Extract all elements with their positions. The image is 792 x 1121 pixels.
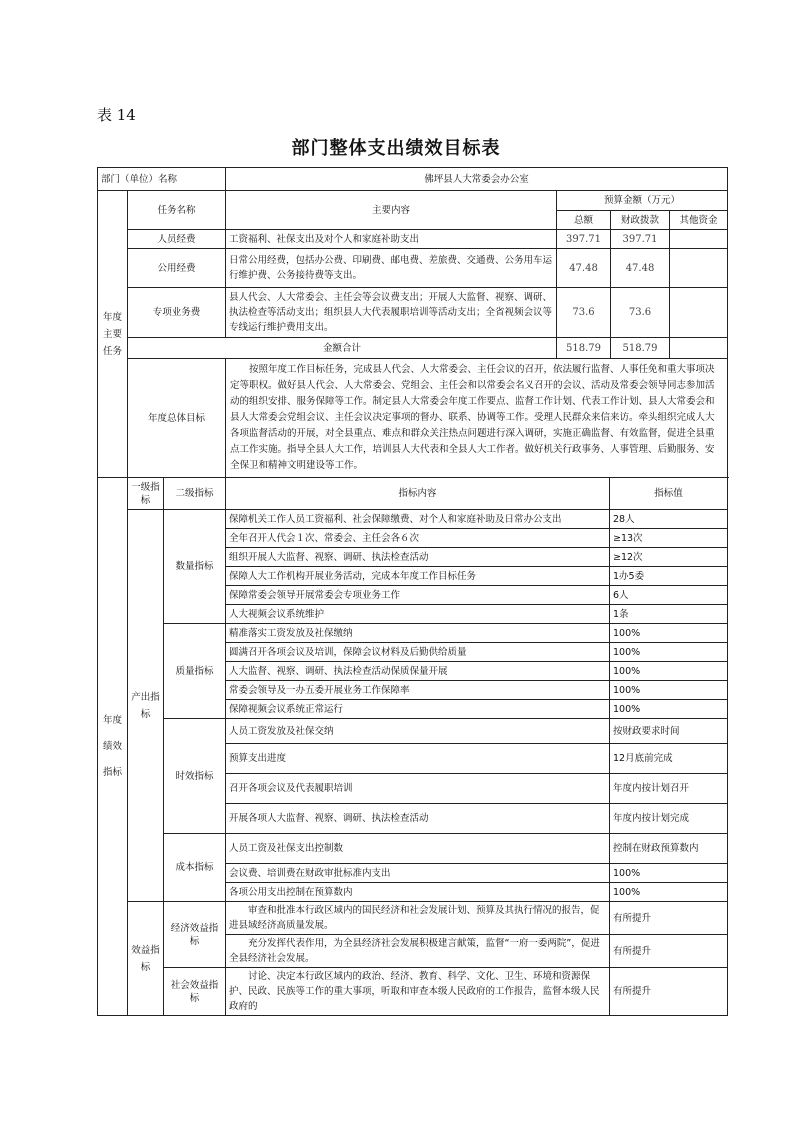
main-content-header: 主要内容 (226, 191, 557, 230)
indicator-content: 召开各项会议及代表履职培训 (226, 774, 610, 804)
task-name: 公用经费 (128, 249, 226, 288)
cost-label: 成本指标 (164, 834, 226, 902)
indicator-value: 年度内按计划召开 (610, 774, 728, 804)
indicator-value: 1办5委 (610, 567, 728, 586)
indicator-value: 100% (610, 883, 728, 902)
quality-label: 质量指标 (164, 624, 226, 719)
indicator-value: 有所提升 (610, 968, 728, 1016)
ind-value-header: 指标值 (610, 478, 728, 510)
table-row (98, 902, 728, 935)
indicator-value: 28人 (610, 510, 728, 529)
indicator-value: 100% (610, 681, 728, 700)
task-total: 47.48 (557, 249, 611, 288)
timeliness-label: 时效指标 (164, 719, 226, 834)
total-header: 总额 (557, 211, 611, 230)
indicator-value: ≥12次 (610, 548, 728, 567)
lvl2-header: 二级指标 (164, 478, 226, 510)
indicator-content: 保障常委会领导开展常委会专项业务工作 (226, 586, 610, 605)
table-number: 表 14 (97, 106, 136, 124)
benefit-label: 效益指标 (128, 902, 164, 1016)
indicator-content: 预算支出进度 (226, 744, 610, 774)
indicator-content: 人大视频会议系统维护 (226, 605, 610, 624)
indicator-value: 按财政要求时间 (610, 719, 728, 744)
social-label: 社会效益指标 (164, 968, 226, 1016)
task-other (670, 288, 728, 338)
indicator-content: 常委会领导及一办五委开展业务工作保障率 (226, 681, 610, 700)
task-total: 397.71 (557, 230, 611, 249)
dept-label: 部门（单位）名称 (98, 168, 226, 191)
budget-table (97, 167, 728, 478)
table-row (98, 719, 728, 744)
task-content: 工资福利、社保支出及对个人和家庭补助支出 (226, 230, 557, 249)
sum-label: 金额合计 (128, 338, 557, 359)
indicator-content: 组织开展人大监督、视察、调研、执法检查活动 (226, 548, 610, 567)
table-row (98, 624, 728, 643)
indicator-value: 100% (610, 643, 728, 662)
indicator-content: 保障视频会议系统正常运行 (226, 700, 610, 719)
indicator-content: 人大监督、视察、调研、执法检查活动保质保量开展 (226, 662, 610, 681)
lvl1-header: 一级指标 (128, 478, 164, 510)
indicator-value: 有所提升 (610, 935, 728, 968)
task-fiscal: 73.6 (611, 288, 670, 338)
indicator-content: 开展各项人大监督、视察、调研、执法检查活动 (226, 804, 610, 834)
econ-label: 经济效益指标 (164, 902, 226, 968)
indicator-content: 人员工资发放及社保交纳 (226, 719, 610, 744)
table-row (98, 288, 728, 338)
task-content: 县人代会、人大常委会、主任会等会议费支出；开展人大监督、视察、调研、执法检查等活动支出；组织县人大代表履职培训等活动支出；全省视频会议等专线运行维护费用支出。 (226, 288, 557, 338)
task-fiscal: 47.48 (611, 249, 670, 288)
task-fiscal: 397.71 (611, 230, 670, 249)
indicator-content: 各项公用支出控制在预算数内 (226, 883, 610, 902)
task-name-header: 任务名称 (128, 191, 226, 230)
indicator-value: ≥13次 (610, 529, 728, 548)
indicator-content: 全年召开人代会１次、常委会、主任会各６次 (226, 529, 610, 548)
table-row (98, 249, 728, 288)
annual-overall-text: 按照年度工作目标任务，完成县人代会、人大常委会、主任会议的召开，依法履行监督、人事任免和重大事项决定等职权。做好县人代会、人大常委会、党组会、主任会和以常委会名义召开的会议、活动及常委会领导同志参加活动的组织安排、服务保障等工作。制定县人大常委会年度工作要点、监督工作计划、代表工作计划、县人大常委会和县人大常委会党组会议、主任会议决定事项的督办、联系、协调等工作。受理人民群众来信来访。牵头组织完成人大各项监督活动的开展，对全县重点、难点和群众关注热点问题进行深入调研，实施正确监督、有效监督，促进全县重点工作实施。指导全县人大工作，培训县人大代表和全县人大工作者。做好机关行政事务、人事管理、后勤服务、安全保卫和精神文明建设等工作。 (226, 359, 728, 478)
sum-fiscal: 518.79 (611, 338, 670, 359)
indicator-content: 保障人大工作机构开展业务活动，完成本年度工作目标任务 (226, 567, 610, 586)
indicator-content: 审查和批准本行政区域内的国民经济和社会发展计划、预算及其执行情况的报告，促进县域经济高质量发展。 (226, 902, 610, 935)
indicator-value: 年度内按计划完成 (610, 804, 728, 834)
table-row (98, 834, 728, 864)
table-row (98, 510, 728, 529)
indicator-value: 100% (610, 624, 728, 643)
fiscal-header: 财政拨款 (611, 211, 670, 230)
indicator-content: 人员工资及社保支出控制数 (226, 834, 610, 864)
other-header: 其他资金 (670, 211, 728, 230)
perf-label: 年度绩效指标 (98, 478, 128, 1016)
task-name: 人员经费 (128, 230, 226, 249)
indicator-value: 1条 (610, 605, 728, 624)
indicator-value: 控制在财政预算数内 (610, 834, 728, 864)
sum-other (670, 338, 728, 359)
table-row (98, 968, 728, 1016)
indicator-value: 6人 (610, 586, 728, 605)
performance-table (97, 477, 728, 1016)
task-other (670, 249, 728, 288)
task-total: 73.6 (557, 288, 611, 338)
indicator-content: 充分发挥代表作用，为全县经济社会发展积极建言献策，监督“一府一委两院”，促进全县经济社会发展。 (226, 935, 610, 968)
dept-name: 佛坪县人大常委会办公室 (226, 168, 728, 191)
indicator-value: 有所提升 (610, 902, 728, 935)
indicator-value: 100% (610, 864, 728, 883)
annual-overall-label: 年度总体目标 (128, 359, 226, 478)
indicator-content: 保障机关工作人员工资福利、社会保障缴费、对个人和家庭补助及日常办公支出 (226, 510, 610, 529)
indicator-content: 圆满召开各项会议及培训，保障会议材料及后勤供给质量 (226, 643, 610, 662)
task-name: 专项业务费 (128, 288, 226, 338)
sum-total: 518.79 (557, 338, 611, 359)
annual-tasks-label: 年度主要任务 (98, 191, 128, 478)
task-other (670, 230, 728, 249)
indicator-value: 100% (610, 700, 728, 719)
indicator-content: 会议费、培训费在财政审批标准内支出 (226, 864, 610, 883)
page-title: 部门整体支出绩效目标表 (291, 138, 501, 159)
indicator-value: 100% (610, 662, 728, 681)
task-content: 日常公用经费，包括办公费、印刷费、邮电费、差旅费、交通费、公务用车运行维护费、公务接待费等支出。 (226, 249, 557, 288)
indicator-value: 12月底前完成 (610, 744, 728, 774)
output-label: 产出指标 (128, 510, 164, 902)
indicator-content: 讨论、决定本行政区域内的政治、经济、教育、科学、文化、卫生、环境和资源保护、民政、民族等工作的重大事项，听取和审查本级人民政府的工作报告，监督本级人民政府的 (226, 968, 610, 1016)
ind-content-header: 指标内容 (226, 478, 610, 510)
table-row (98, 230, 728, 249)
quantity-label: 数量指标 (164, 510, 226, 624)
budget-header: 预算金额（万元） (557, 191, 728, 211)
indicator-content: 精准落实工资发放及社保缴纳 (226, 624, 610, 643)
